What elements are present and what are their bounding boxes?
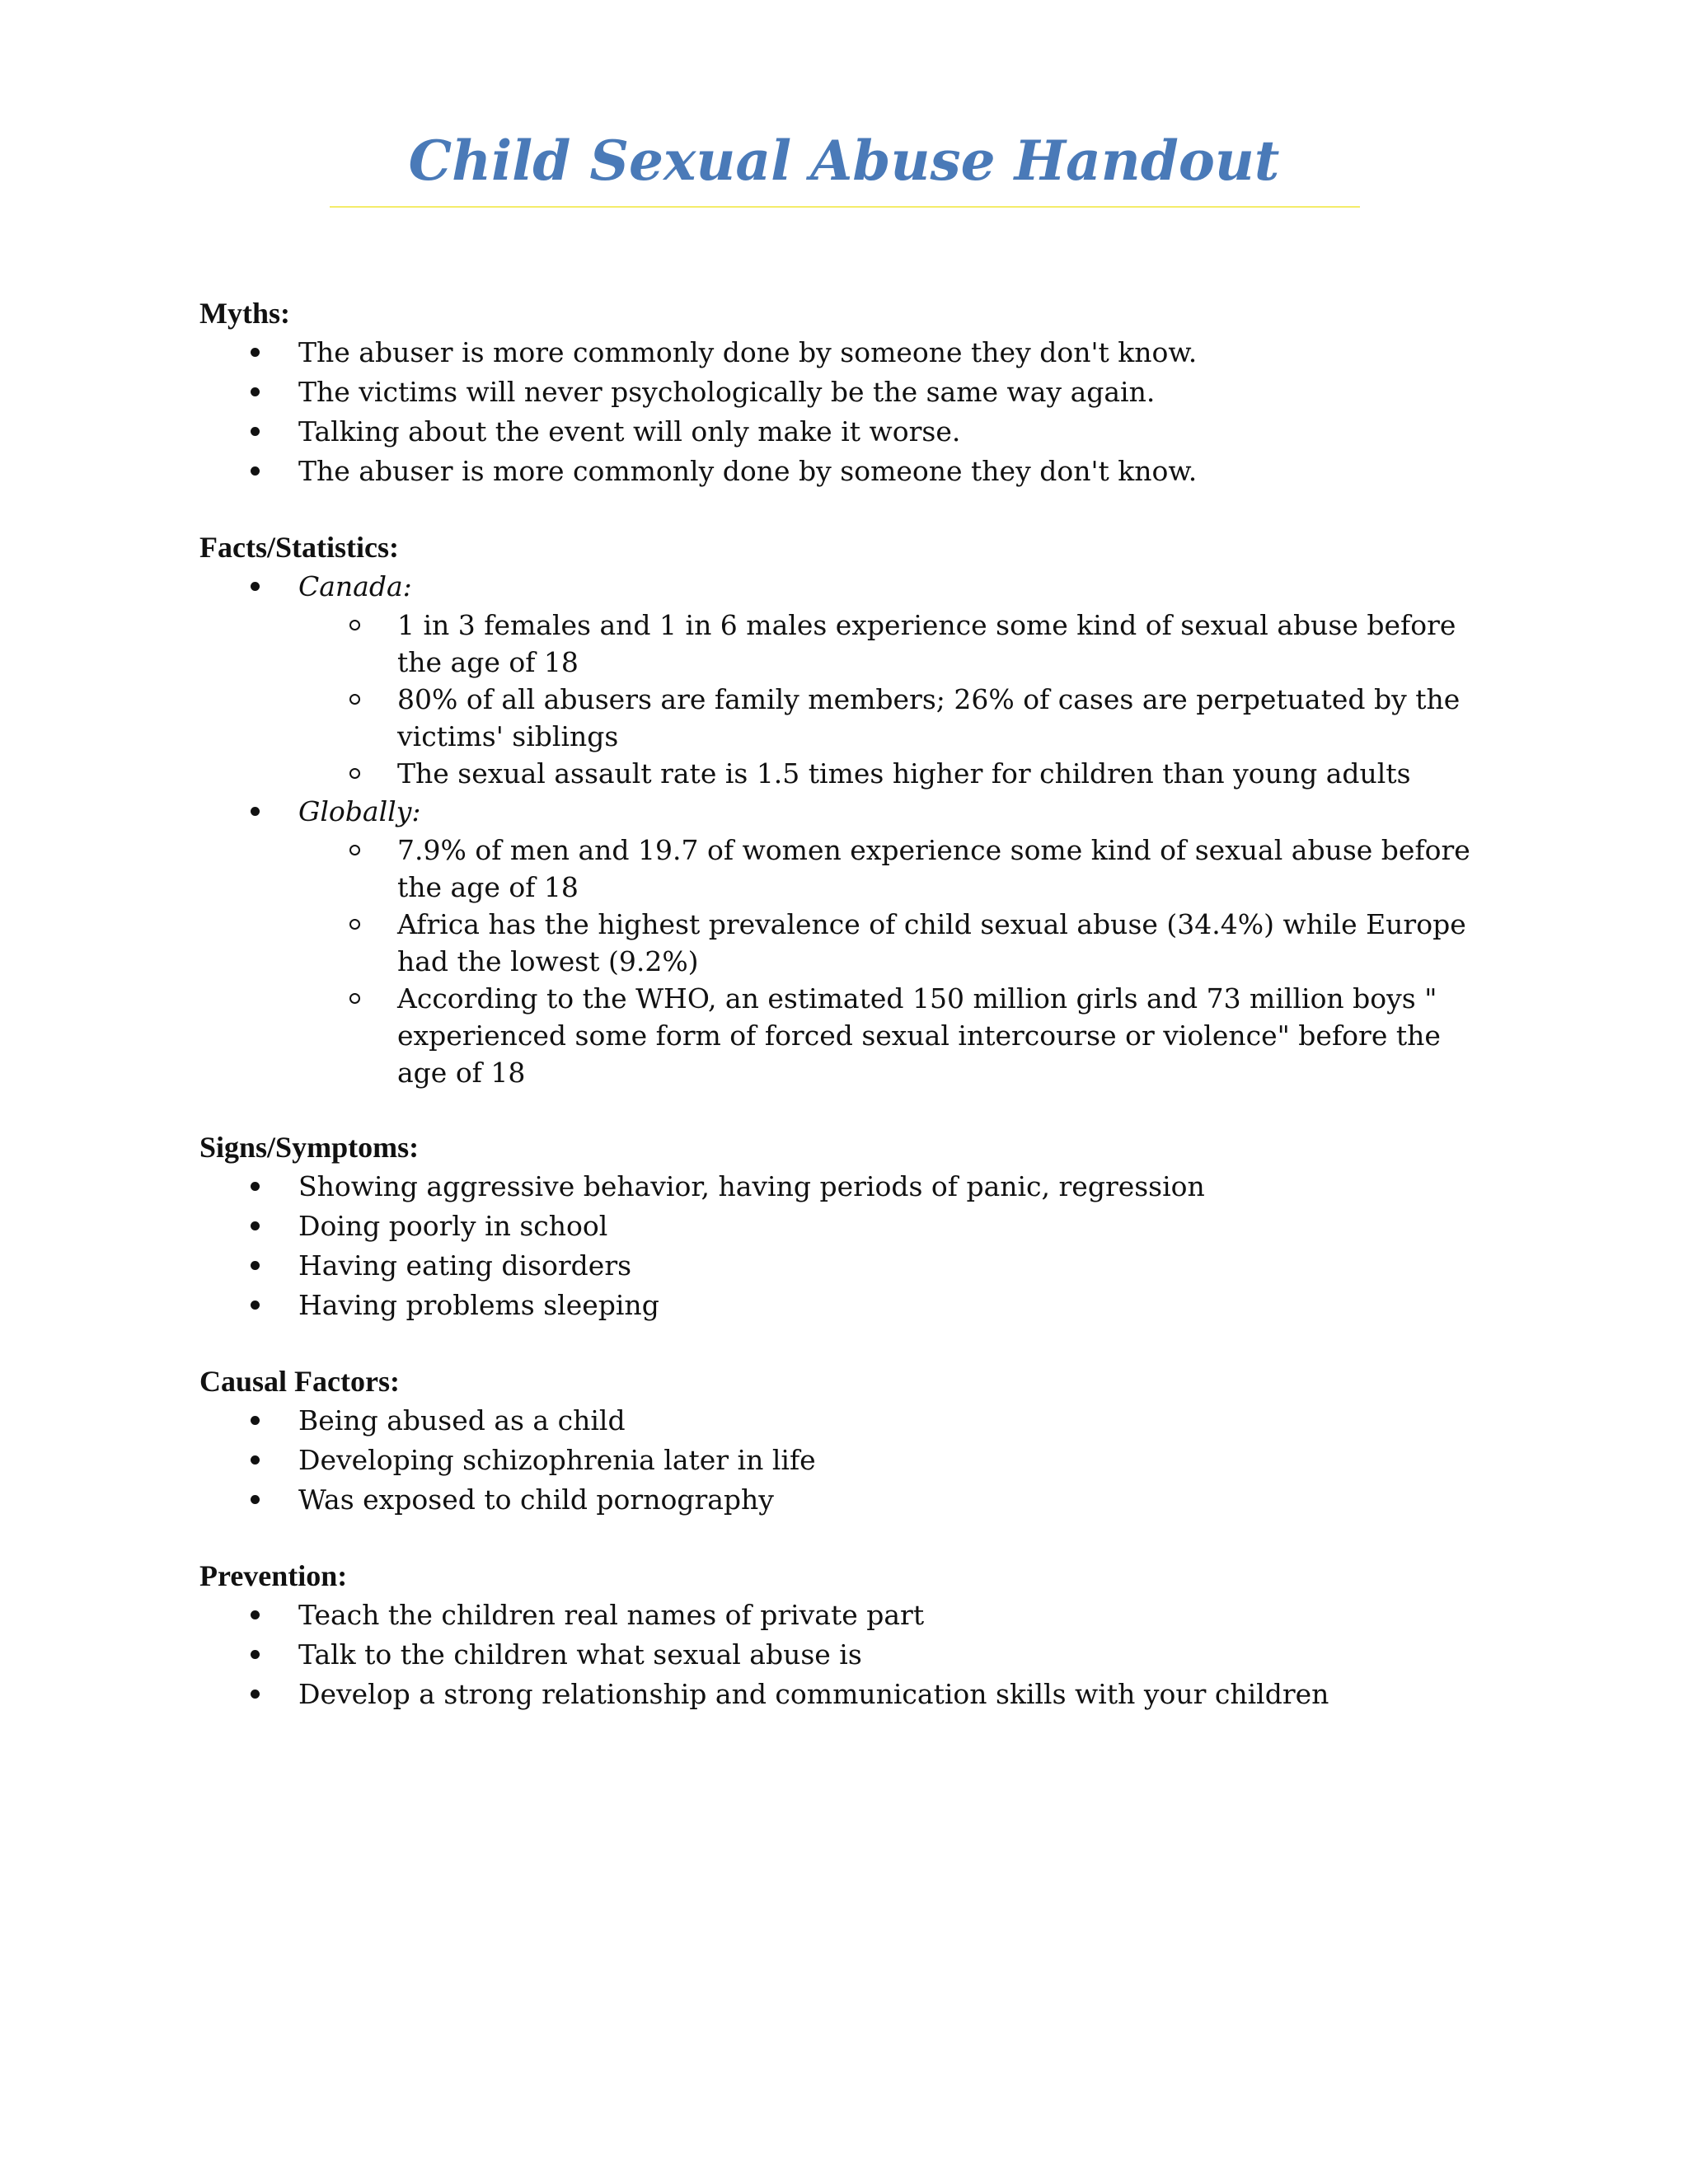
myths-list xyxy=(199,333,1485,491)
facts-list xyxy=(199,567,1485,1091)
list-item-text: Teach the children real names of private part xyxy=(298,1599,925,1631)
sub-list-item xyxy=(298,980,1485,1091)
list-item xyxy=(199,1596,1485,1635)
prevention-heading: Prevention: xyxy=(199,1559,348,1592)
document-title: Child Sexual Abuse Handout xyxy=(408,129,1280,193)
list-item xyxy=(199,1635,1485,1675)
bullet-icon xyxy=(251,427,260,436)
title-underline xyxy=(330,206,1360,208)
bullet-icon xyxy=(251,1261,260,1270)
causal-section xyxy=(199,1361,1485,1520)
bullet-icon xyxy=(251,1650,260,1659)
bullet-icon xyxy=(251,1690,260,1699)
list-item-text: Develop a strong relationship and communication skills with your children xyxy=(298,1678,1329,1710)
causal-heading: Causal Factors: xyxy=(199,1365,400,1398)
bullet-icon xyxy=(251,1455,260,1465)
bullet-icon xyxy=(251,1610,260,1619)
myths-heading: Myths: xyxy=(199,297,290,330)
hollow-bullet-icon xyxy=(349,694,360,705)
myths-section xyxy=(199,293,1485,491)
group-label: Canada: xyxy=(298,570,412,602)
sub-list-item xyxy=(298,832,1485,906)
sub-list-item-text: Africa has the highest prevalence of child sexual abuse (34.4%) while Europe had the lowest (9.2%) xyxy=(397,908,1466,977)
list-item xyxy=(199,333,1485,373)
list-item-text: Being abused as a child xyxy=(298,1404,626,1436)
facts-section xyxy=(199,527,1485,1091)
sub-list-wrapper xyxy=(199,832,1485,1091)
global-facts-list xyxy=(298,832,1485,1091)
facts-group-globally xyxy=(199,792,1485,1091)
list-item xyxy=(199,1441,1485,1480)
sub-list-item-text: The sexual assault rate is 1.5 times higher for children than young adults xyxy=(397,757,1411,790)
sub-list-item xyxy=(298,681,1485,755)
list-item-text: Talk to the children what sexual abuse is xyxy=(298,1638,862,1671)
hollow-bullet-icon xyxy=(349,919,360,930)
sub-list-item xyxy=(298,607,1485,681)
bullet-icon xyxy=(251,807,260,816)
sub-list-item-text: 7.9% of men and 19.7 of women experience some kind of sexual abuse before the age of 18 xyxy=(397,834,1470,903)
list-item-text: Talking about the event will only make it worse. xyxy=(298,415,961,448)
list-item xyxy=(199,1675,1485,1714)
bullet-icon xyxy=(251,1182,260,1191)
signs-section xyxy=(199,1127,1485,1325)
signs-list xyxy=(199,1167,1485,1325)
sub-list-item xyxy=(298,906,1485,980)
list-item xyxy=(199,1246,1485,1286)
sub-list-item-text: 1 in 3 females and 1 in 6 males experience some kind of sexual abuse before the age of 18 xyxy=(397,609,1456,678)
sub-list-wrapper xyxy=(199,607,1485,792)
bullet-icon xyxy=(251,1301,260,1310)
list-item-text: The abuser is more commonly done by someone they don't know. xyxy=(298,336,1198,368)
bullet-icon xyxy=(251,348,260,357)
sub-list-item xyxy=(298,755,1485,792)
hollow-bullet-icon xyxy=(349,768,360,779)
list-item-text: Showing aggressive behavior, having periods of panic, regression xyxy=(298,1170,1205,1202)
list-item xyxy=(199,1167,1485,1207)
list-item-text: Developing schizophrenia later in life xyxy=(298,1444,816,1476)
list-item xyxy=(199,452,1485,491)
list-item xyxy=(199,1480,1485,1520)
prevention-list xyxy=(199,1596,1485,1714)
bullet-icon xyxy=(251,466,260,476)
facts-heading: Facts/Statistics: xyxy=(199,531,399,564)
facts-group-canada xyxy=(199,567,1485,792)
canada-facts-list xyxy=(298,607,1485,792)
list-item xyxy=(199,373,1485,412)
document-body xyxy=(199,293,1485,1750)
list-item xyxy=(199,1401,1485,1441)
list-item-text: Was exposed to child pornography xyxy=(298,1483,774,1516)
list-item-text: Doing poorly in school xyxy=(298,1210,608,1242)
signs-heading: Signs/Symptoms: xyxy=(199,1131,420,1164)
sub-list-item-text: 80% of all abusers are family members; 26% of cases are perpetuated by the victims' siblings xyxy=(397,683,1461,752)
hollow-bullet-icon xyxy=(349,620,360,630)
list-item-text: The victims will never psychologically be the same way again. xyxy=(298,376,1156,408)
list-item-text: Having problems sleeping xyxy=(298,1289,659,1321)
group-label: Globally: xyxy=(298,795,421,827)
list-item xyxy=(199,1286,1485,1325)
list-item xyxy=(199,412,1485,452)
bullet-icon xyxy=(251,1495,260,1504)
bullet-icon xyxy=(251,582,260,591)
list-item-text: Having eating disorders xyxy=(298,1249,632,1282)
prevention-section xyxy=(199,1556,1485,1714)
list-item xyxy=(199,1207,1485,1246)
hollow-bullet-icon xyxy=(349,845,360,855)
list-item-text: The abuser is more commonly done by someone they don't know. xyxy=(298,455,1198,487)
bullet-icon xyxy=(251,1221,260,1230)
sub-list-item-text: According to the WHO, an estimated 150 million girls and 73 million boys " experienced some form of forced sexual intercourse or violence" before the age of 18 xyxy=(397,982,1441,1089)
bullet-icon xyxy=(251,1416,260,1425)
causal-list xyxy=(199,1401,1485,1520)
bullet-icon xyxy=(251,387,260,396)
hollow-bullet-icon xyxy=(349,993,360,1004)
